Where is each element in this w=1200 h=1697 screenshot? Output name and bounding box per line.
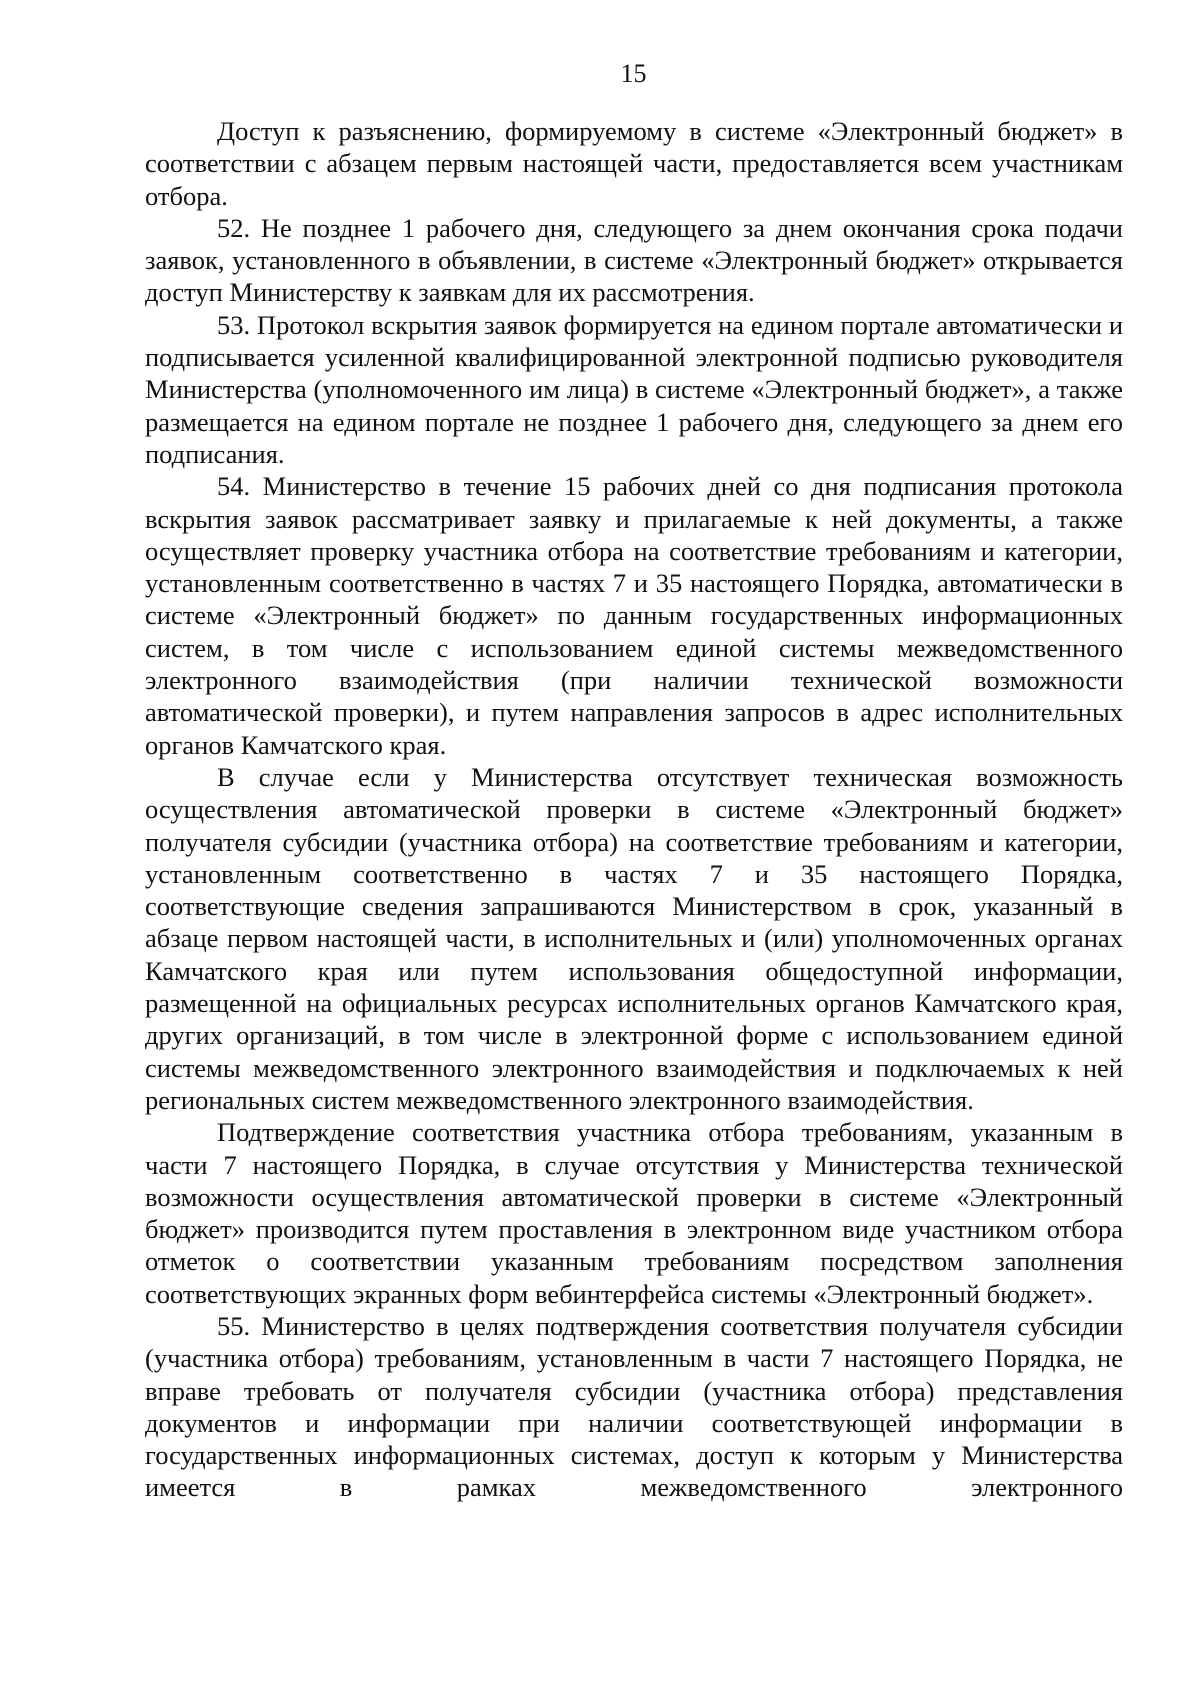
document-body <box>145 115 1123 1504</box>
paragraph-clarification-access: Доступ к разъяснению, формируемому в системе «Электронный бюджет» в соответствии с абзацем первым настоящей части, предоставляется всем участникам отбора. <box>145 116 1123 211</box>
paragraph-53: 53. Протокол вскрытия заявок формируется на едином портале автоматически и подписывается усиленной квалифицированной электронной подписью руководителя Министерства (уполномоченного им лица) в системе «Электронный бюджет», а также размещается на едином портале не позднее 1 рабочего дня, следующего за днем его подписания. <box>145 309 1123 469</box>
paragraph-55: 55. Министерство в целях подтверждения соответствия получателя субсидии (участника отбора) требованиям, установленным в части 7 настоящего Порядка, не вправе требовать от получателя субсидии (участника отбора) представления документов и информации при наличии соответствующей информации в государственных информационных системах, доступ к которым у Министерства имеется в рамках межведомственного электронного <box>145 1310 1123 1503</box>
paragraph-54: 54. Министерство в течение 15 рабочих дней со дня подписания протокола вскрытия заявок рассматривает заявку и прилагаемые к ней документы, а также осуществляет проверку участника отбора на соответствие требованиям и категории, установленным соответственно в частях 7 и 35 настоящего Порядка, автоматически в системе «Электронный бюджет» по данным государственных информационных систем, в том числе с использованием единой системы межведомственного электронного взаимодействия (при наличии технической возможности автоматической проверки), и путем направления запросов в адрес исполнительных органов Камчатского края. <box>145 471 1123 760</box>
paragraph-compliance-confirmation: Подтверждение соответствия участника отбора требованиям, указанным в части 7 настоящего Порядка, в случае отсутствия у Министерства технической возможности осуществления автоматической проверки в системе «Электронный бюджет» производится путем проставления в электронном виде участником отбора отметок о соответствии указанным требованиям посредством заполнения соответствующих экранных форм вебинтерфейса системы «Электронный бюджет». <box>145 1117 1123 1309</box>
paragraph-52: 52. Не позднее 1 рабочего дня, следующего за днем окончания срока подачи заявок, установленного в объявлении, в системе «Электронный бюджет» открывается доступ Министерству к заявкам для их рассмотрения. <box>145 212 1123 308</box>
page-number: 15 <box>620 59 647 88</box>
paragraph-no-technical-possibility: В случае если у Министерства отсутствует техническая возможность осуществления автоматической проверки в системе «Электронный бюджет» получателя субсидии (участника отбора) на соответствие требованиям и категории, установленным соответственно в частях 7 и 35 настоящего Порядка, соответствующие сведения запрашиваются Министерством в срок, указанный в абзаце первом настоящей части, в исполнительных и (или) уполномоченных органах Камчатского края или путем использования общедоступной информации, размещенной на официальных ресурсах исполнительных органов Камчатского края, других организаций, в том числе в электронной форме с использованием единой системы межведомственного электронного взаимодействия и подключаемых к ней региональных систем межведомственного электронного взаимодействия. <box>145 761 1123 1115</box>
